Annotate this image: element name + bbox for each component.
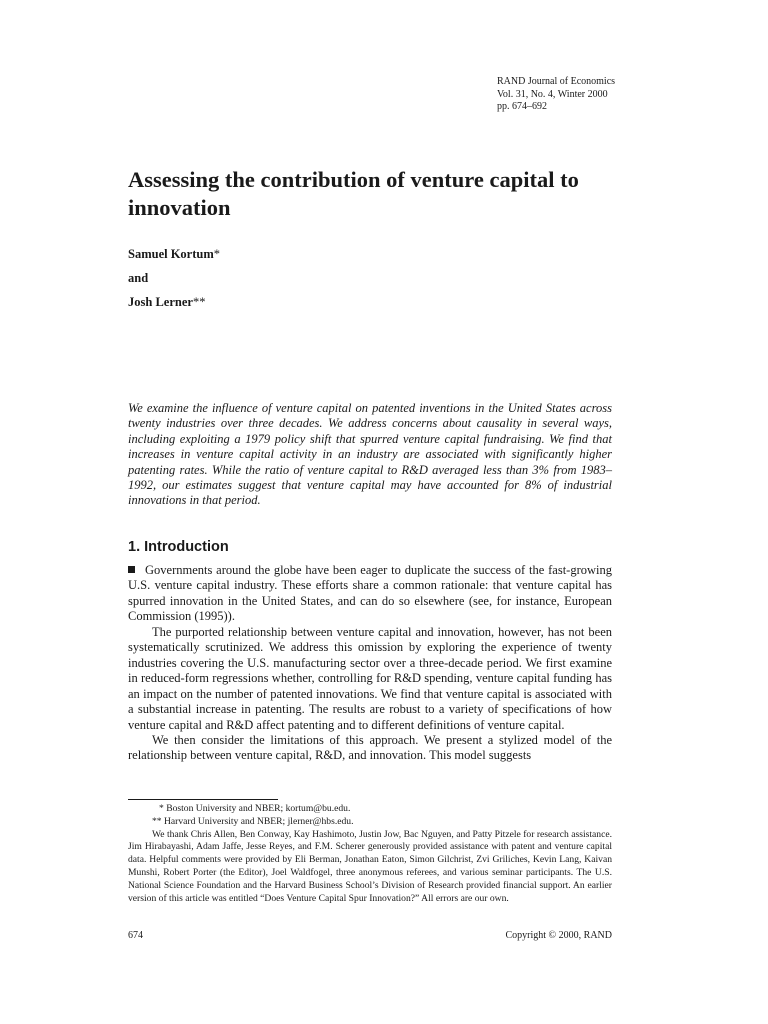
copyright-notice: Copyright © 2000, RAND	[505, 930, 612, 941]
author-footnote-mark: **	[192, 295, 206, 309]
journal-pages: pp. 674–692	[497, 101, 547, 112]
author-footnote-mark: *	[213, 247, 221, 261]
paragraph	[128, 563, 612, 625]
author-name: Samuel Kortum	[128, 247, 214, 261]
author-lerner	[128, 295, 205, 310]
paper-title: Assessing the contribution of venture capital to innovation	[128, 167, 579, 220]
body-text	[128, 563, 612, 764]
abstract: We examine the influence of venture capital on patented inventions in the United States across twenty industries over three decades. We address concerns about causality in several ways, including exploiting a 1979 policy shift that spurred venture capital fundraising. We find that increases in venture capital activity in an industry are associated with significantly higher patenting rates. While the ratio of venture capital to R&D averaged less than 3% from 1983–1992, our estimates suggest that venture capital may have accounted for 8% of industrial innovations in that period.	[128, 401, 612, 508]
author-kortum	[128, 247, 220, 262]
paragraph: We then consider the limitations of this approach. We present a stylized model of the relationship between venture capital, R&D, and innovation. This model suggests	[128, 732, 612, 763]
footnotes	[128, 803, 612, 905]
footnote-divider	[128, 799, 278, 800]
page-number: 674	[128, 930, 143, 941]
footnote: ** Harvard University and NBER; jlerner@hbs.edu.	[152, 815, 354, 827]
paragraph-text: Governments around the globe have been eager to duplicate the success of the fast-growing U.S. venture capital industry. These efforts share a common rationale: that venture capital has spurred innovation in the United States, and can do so elsewhere (see, for instance, European Commission (1995)).	[128, 563, 612, 624]
journal-info	[497, 76, 615, 114]
footnote: * Boston University and NBER; kortum@bu.edu.	[159, 803, 351, 814]
section-heading: 1. Introduction	[128, 539, 229, 555]
journal-volume: Vol. 31, No. 4, Winter 2000	[497, 88, 608, 100]
footnote: We thank Chris Allen, Ben Conway, Kay Hashimoto, Justin Jow, Bac Nguyen, and Patty Pitzele for research assistance. Jim Hirabayashi, Adam Jaffe, Jesse Reyes, and F.M. Scherer generously provided assistance with patent and venture capital data. Helpful comments were provided by Eli Berman, Jonathan Eaton, Simon Gilchrist, Zvi Griliches, Kevin Lang, Kaivan Munshi, Robert Porter (the Editor), Joel Waldfogel, three anonymous referees, and various seminar participants. The U.S. National Science Foundation and the Harvard Business School’s Division of Research provided financial support. An earlier version of this article was entitled “Does Venture Capital Spur Innovation?” All errors are our own.	[128, 828, 612, 904]
paragraph: The purported relationship between venture capital and innovation, however, has not been systematically scrutinized. We address this omission by exploring the experience of twenty industries covering the U.S. manufacturing sector over a three-decade period. We first examine in reduced-form regressions whether, controlling for R&D spending, venture capital funding has an impact on the number of patented innovations. We find that venture capital is associated with a substantial increase in patenting. The results are robust to a variety of specifications of how venture capital and R&D affect patenting and to different definitions of venture capital.	[128, 624, 612, 732]
author-name: Josh Lerner	[128, 295, 193, 309]
author-conjunction: and	[128, 271, 149, 285]
journal-name: RAND Journal of Economics	[497, 76, 616, 87]
square-bullet-icon	[128, 566, 135, 573]
